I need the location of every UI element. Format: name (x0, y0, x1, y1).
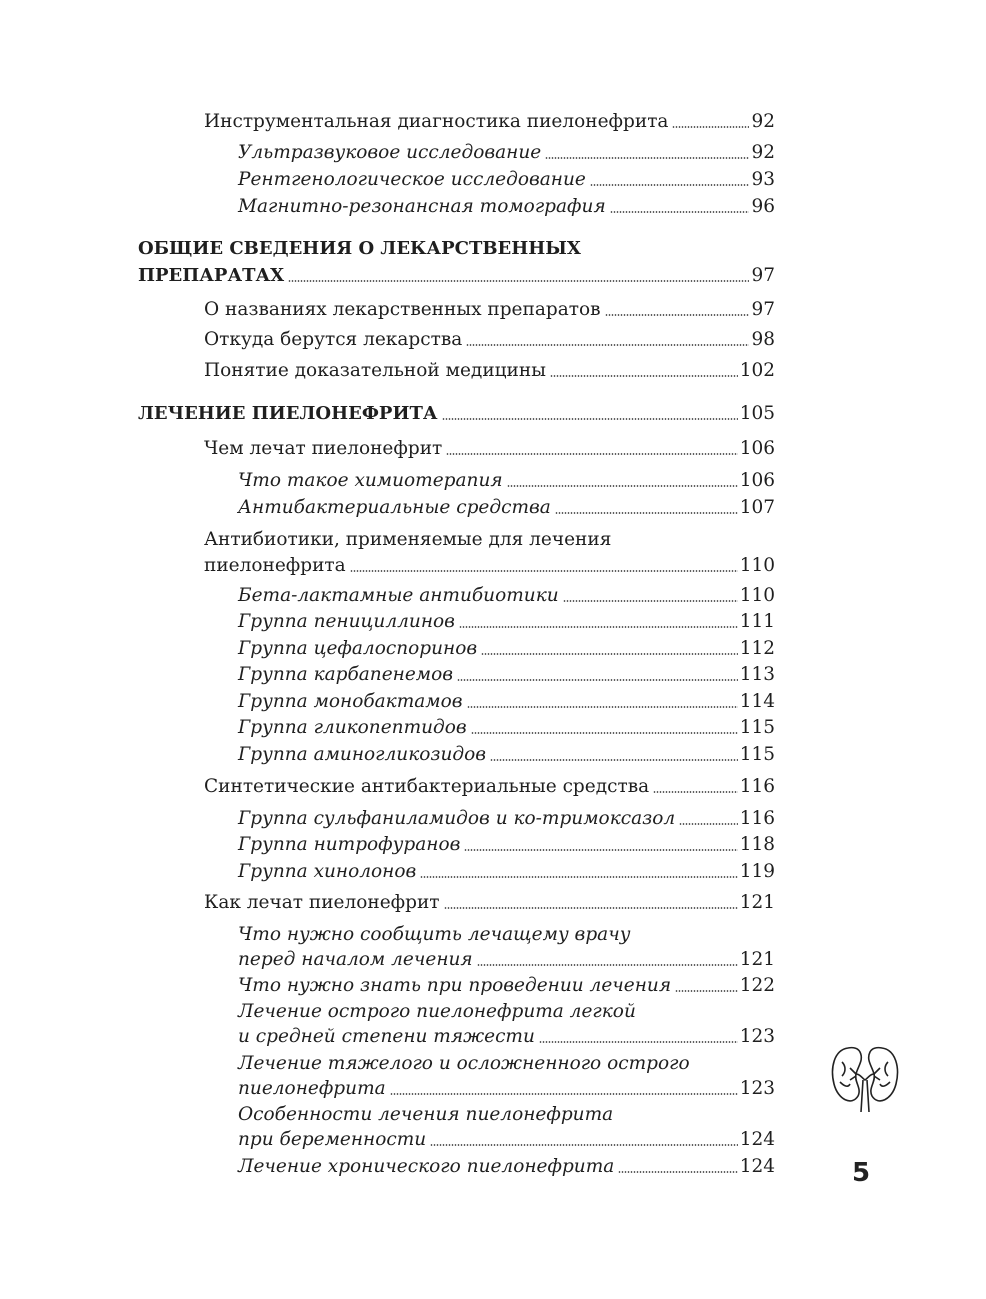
toc-subentry (238, 833, 775, 857)
toc-page-number: 92 (751, 111, 775, 132)
toc-entry-title: и средней степени тяжести (238, 1026, 535, 1047)
toc-page-number: 96 (751, 196, 775, 217)
toc-entry-title: Группа сульфаниламидов и ко-тримоксазол (238, 808, 676, 829)
toc-page-number: 116 (739, 776, 775, 797)
toc-page-number: 98 (751, 329, 775, 350)
toc-entry-title: Особенности лечения пиелонефрита (238, 1104, 614, 1125)
toc-subentry (238, 860, 775, 884)
toc-subentry (238, 1052, 775, 1076)
toc-entry-title: Группа аминогликозидов (238, 744, 487, 765)
dot-leader (390, 1093, 738, 1095)
toc-entry-title: Группа гликопептидов (238, 717, 467, 738)
toc-entry-title: Что нужно сообщить лечащему врачу (238, 924, 631, 945)
dot-leader (550, 375, 738, 377)
toc-subentry (238, 1103, 775, 1127)
toc-entry-title: Синтетические антибактериальные средства (204, 776, 650, 797)
dot-leader (464, 849, 737, 851)
toc-entry (204, 359, 775, 383)
toc-subentry (238, 141, 775, 165)
toc-page-number: 118 (739, 834, 775, 855)
kidneys-icon (828, 1040, 902, 1114)
toc-section-heading (138, 264, 775, 288)
toc-page-number: 121 (739, 949, 775, 970)
toc-subentry (238, 923, 775, 947)
toc-subentry (238, 637, 775, 661)
toc-subentry (238, 1000, 775, 1024)
toc-page-number: 97 (751, 299, 775, 320)
toc-subentry (238, 690, 775, 714)
toc-subentry (238, 716, 775, 740)
dot-leader (466, 344, 749, 346)
toc-entry-title: Группа монобактамов (238, 691, 463, 712)
dot-leader (477, 964, 738, 966)
toc-entry-title: Лечение хронического пиелонефрита (238, 1156, 615, 1177)
toc-section-heading (138, 237, 775, 261)
toc-entry-title: Группа нитрофуранов (238, 834, 461, 855)
toc-page-number: 102 (739, 360, 775, 381)
dot-leader (420, 876, 737, 878)
toc-section-heading (138, 402, 775, 426)
toc-entry-title: Магнитно-резонансная томография (238, 196, 606, 217)
dot-leader (444, 907, 738, 909)
toc-entry-title: Чем лечат пиелонефрит (204, 438, 443, 459)
toc-entry-title: ПРЕПАРАТАХ (138, 265, 285, 286)
dot-leader (539, 1041, 738, 1043)
toc-subentry (238, 948, 775, 972)
toc-page-number: 110 (739, 555, 775, 576)
toc-page-number: 110 (739, 585, 775, 606)
toc-page-number: 105 (739, 403, 775, 424)
dot-leader (563, 600, 738, 602)
toc-entry-title: Группа пенициллинов (238, 611, 455, 632)
dot-leader (590, 184, 750, 186)
page-number: 5 (852, 1158, 871, 1188)
toc-page-number: 92 (751, 142, 775, 163)
toc-entry-title: Инструментальная диагностика пиелонефрита (204, 111, 669, 132)
toc-entry-title: Понятие доказательной медицины (204, 360, 546, 381)
toc-entry (204, 110, 775, 134)
toc-page-number: 107 (739, 497, 775, 518)
dot-leader (555, 512, 738, 514)
toc-entry-title: Антибиотики, применяемые для лечения (204, 529, 612, 550)
toc-page-number: 111 (739, 611, 775, 632)
toc-page-number: 119 (739, 861, 775, 882)
toc-entry (204, 891, 775, 915)
dot-leader (430, 1144, 737, 1146)
dot-leader (610, 211, 750, 213)
toc-entry-title: ЛЕЧЕНИЕ ПИЕЛОНЕФРИТА (138, 403, 438, 424)
toc-subentry (238, 610, 775, 634)
toc-subentry (238, 1025, 775, 1049)
dot-leader (653, 791, 738, 793)
toc-page-number: 123 (739, 1078, 775, 1099)
toc-entry-title: Что нужно знать при проведении лечения (238, 975, 672, 996)
dot-leader (481, 653, 738, 655)
toc-entry (204, 775, 775, 799)
toc-subentry (238, 168, 775, 192)
dot-leader (507, 485, 738, 487)
toc-entry-title: Откуда берутся лекарства (204, 329, 463, 350)
toc-page-number: 116 (739, 808, 775, 829)
toc-subentry (238, 1155, 775, 1179)
toc-entry (204, 298, 775, 322)
toc-page-number: 106 (739, 470, 775, 491)
toc-page-number: 106 (739, 438, 775, 459)
dot-leader (545, 157, 749, 159)
toc-entry-title: Лечение острого пиелонефрита легкой (238, 1001, 636, 1022)
toc-entry-title: Рентгенологическое исследование (238, 169, 586, 190)
toc-page-number: 123 (739, 1026, 775, 1047)
toc-entry-title: Группа цефалоспоринов (238, 638, 478, 659)
toc-entry-title: О названиях лекарственных препаратов (204, 299, 601, 320)
toc-entry-title: Лечение тяжелого и осложненного острого (238, 1053, 690, 1074)
toc-subentry (238, 743, 775, 767)
dot-leader (675, 990, 738, 992)
toc-subentry (238, 469, 775, 493)
dot-leader (490, 759, 738, 761)
dot-leader (288, 280, 749, 282)
toc-entry-title: Как лечат пиелонефрит (204, 892, 440, 913)
toc-page-number: 115 (739, 744, 775, 765)
toc-entry-title: перед началом лечения (238, 949, 473, 970)
toc-subentry (238, 584, 775, 608)
toc-subentry (238, 1128, 775, 1152)
toc-entry-title: Группа хинолонов (238, 861, 417, 882)
toc-page-number: 121 (739, 892, 775, 913)
toc-entry (204, 328, 775, 352)
dot-leader (446, 453, 737, 455)
toc-entry-title: Ультразвуковое исследование (238, 142, 542, 163)
toc-page-number: 115 (739, 717, 775, 738)
toc-entry-title: Группа карбапенемов (238, 664, 454, 685)
toc-page-number: 124 (739, 1156, 775, 1177)
dot-leader (459, 626, 738, 628)
toc-subentry (238, 663, 775, 687)
dot-leader (471, 732, 738, 734)
toc-subentry (238, 1077, 775, 1101)
toc-entry (204, 554, 775, 578)
toc-entry-title: пиелонефрита (238, 1078, 386, 1099)
toc-entry-title: пиелонефрита (204, 555, 346, 576)
toc-subentry (238, 496, 775, 520)
dot-leader (457, 679, 738, 681)
dot-leader (679, 823, 738, 825)
dot-leader (442, 418, 738, 420)
dot-leader (672, 126, 749, 128)
toc-entry-title: Бета-лактамные антибиотики (238, 585, 559, 606)
toc-entry-title: ОБЩИЕ СВЕДЕНИЯ О ЛЕКАРСТВЕННЫХ (138, 238, 581, 259)
toc-page-number: 124 (739, 1129, 775, 1150)
toc-entry (204, 528, 775, 552)
toc-page-number: 114 (739, 691, 775, 712)
toc-page-number: 122 (739, 975, 775, 996)
toc-subentry (238, 807, 775, 831)
toc-entry (204, 437, 775, 461)
toc-entry-title: Что такое химиотерапия (238, 470, 503, 491)
dot-leader (350, 570, 738, 572)
toc-subentry (238, 195, 775, 219)
dot-leader (467, 706, 738, 708)
toc-page-number: 112 (739, 638, 775, 659)
toc-page-number: 93 (751, 169, 775, 190)
dot-leader (605, 314, 750, 316)
toc-page-number: 97 (751, 265, 775, 286)
toc-entry-title: Антибактериальные средства (238, 497, 551, 518)
toc-page-number: 113 (739, 664, 775, 685)
toc-subentry (238, 974, 775, 998)
dot-leader (618, 1171, 737, 1173)
toc-entry-title: при беременности (238, 1129, 427, 1150)
